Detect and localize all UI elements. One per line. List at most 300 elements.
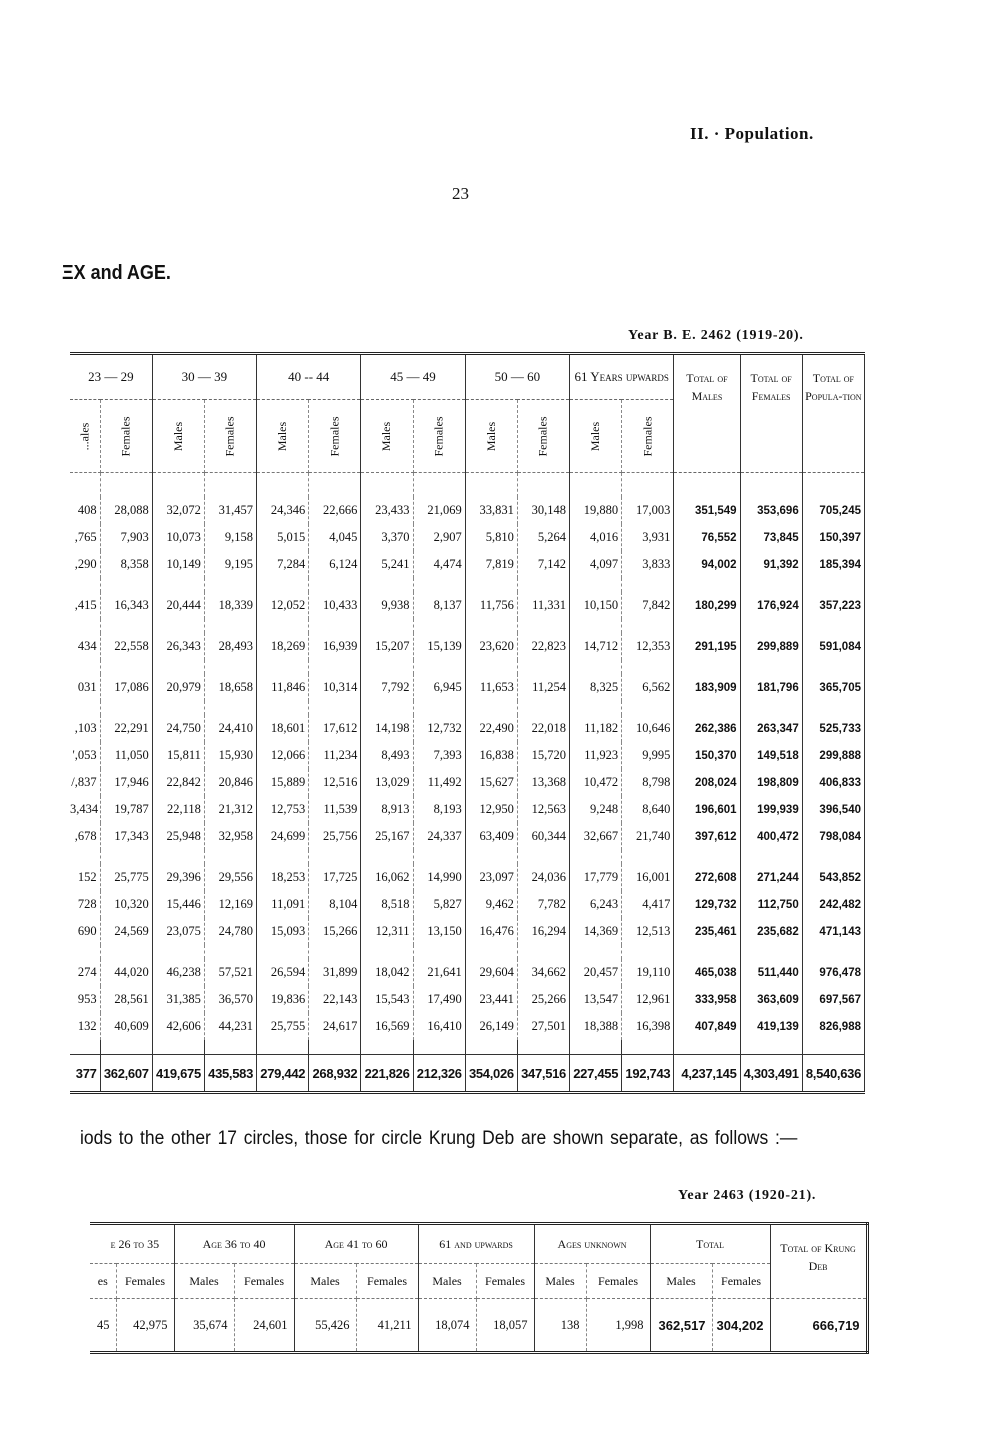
table-row [70,796,865,823]
table-cell: 11,492 [413,769,465,796]
spacer-cell [152,945,204,959]
spacer-cell [100,945,152,959]
table-cell: 15,207 [361,633,413,660]
total-cell: 221,826 [361,1055,413,1093]
sub-header-label: Females [118,416,133,456]
sub-header [100,400,152,473]
spacer-cell [570,850,622,864]
table-cell: 8,325 [570,674,622,701]
spacer-cell [802,660,864,674]
table-cell: 12,961 [622,986,674,1013]
table-cell: 24,750 [152,715,204,742]
table-cell: 18,601 [257,715,309,742]
sub-header-row [90,1264,867,1299]
table-cell: 16,838 [465,742,517,769]
row-spacer [70,619,865,633]
table-cell: 5,810 [465,524,517,551]
sub-header: Females [116,1264,174,1299]
table-cell: 20,979 [152,674,204,701]
table-cell: 176,924 [740,592,802,619]
table-cell: 4,016 [570,524,622,551]
table-cell: 1,998 [586,1299,650,1353]
table-cell: 396,540 [802,796,864,823]
spacer-cell [740,701,802,715]
total-females-header: Total of Females [740,354,802,473]
table-cell: 12,516 [309,769,361,796]
table-cell: 953 [70,986,100,1013]
table-cell: 2,907 [413,524,465,551]
table-cell: 183,909 [674,674,740,701]
spacer-cell [257,701,309,715]
table-cell: 9,248 [570,796,622,823]
spacer-cell [70,619,100,633]
year-label-1920: Year 2463 (1920-21). [678,1188,817,1203]
spacer-cell [309,850,361,864]
table-row [70,592,865,619]
sub-header: Males [174,1264,234,1299]
spacer-cell [517,945,569,959]
table-cell: 12,563 [517,796,569,823]
table-cell: 16,939 [309,633,361,660]
spacer-cell [570,473,622,498]
table-cell: 40,609 [100,1013,152,1040]
spacer-cell [309,1040,361,1055]
spacer-cell [413,578,465,592]
group-header: Age 36 to 40 [174,1224,294,1264]
group-header: 61 Years upwards [570,354,674,400]
table-row [70,551,865,578]
row-spacer [70,473,865,498]
table-cell: 400,472 [740,823,802,850]
spacer-cell [309,473,361,498]
spacer-cell [465,578,517,592]
table-cell: 22,558 [100,633,152,660]
table-cell: 17,086 [100,674,152,701]
year-label-1919: Year B. E. 2462 (1919-20). [628,328,804,343]
table-cell: 408 [70,497,100,524]
spacer-cell [802,1040,864,1055]
spacer-cell [70,1040,100,1055]
table-cell: 17,490 [413,986,465,1013]
sub-header-label: Females [327,416,342,456]
total-population-header: Total of Popula-tion [802,354,864,473]
table-cell: 17,003 [622,497,674,524]
sub-header [622,400,674,473]
table-cell: 15,139 [413,633,465,660]
sub-header [465,400,517,473]
table-cell: 728 [70,891,100,918]
spacer-cell [100,660,152,674]
table-cell: 12,066 [257,742,309,769]
group-header: ɜe 26 to 35 [90,1224,174,1264]
sub-header-label: Males [483,421,498,451]
table-cell: 419,139 [740,1013,802,1040]
spacer-cell [740,1040,802,1055]
spacer-cell [465,1040,517,1055]
spacer-cell [802,578,864,592]
table-cell: 63,409 [465,823,517,850]
table-cell: 031 [70,674,100,701]
table-cell: 13,150 [413,918,465,945]
sub-header: Females [356,1264,418,1299]
table-cell: 18,253 [257,864,309,891]
total-cell: 347,516 [517,1055,569,1093]
table-cell: 41,211 [356,1299,418,1353]
table-cell: 365,705 [802,674,864,701]
table-cell: 22,666 [309,497,361,524]
table-cell: 21,069 [413,497,465,524]
table-cell: 5,264 [517,524,569,551]
table-cell: 24,601 [234,1299,294,1353]
table-cell: 3,931 [622,524,674,551]
spacer-cell [413,945,465,959]
table-cell: 32,072 [152,497,204,524]
table-cell: 91,392 [740,551,802,578]
table-cell: 357,223 [802,592,864,619]
table-cell: 32,958 [204,823,256,850]
table-cell: 4,045 [309,524,361,551]
table-cell: 22,118 [152,796,204,823]
table-cell: 6,243 [570,891,622,918]
table-cell: 406,833 [802,769,864,796]
table-cell: 11,846 [257,674,309,701]
spacer-cell [70,945,100,959]
spacer-cell [465,701,517,715]
table-row [70,959,865,986]
spacer-cell [257,473,309,498]
table-cell: 196,601 [674,796,740,823]
table-row [90,1299,867,1353]
table-cell: 24,410 [204,715,256,742]
spacer-cell [70,578,100,592]
table-cell: 26,149 [465,1013,517,1040]
explanatory-sentence: iods to the other 17 circles, those for circle Krung Deb are shown separate, as follows :— [80,1128,798,1149]
table-cell: 15,930 [204,742,256,769]
spacer-cell [257,850,309,864]
spacer-cell [152,850,204,864]
spacer-cell [674,1040,740,1055]
group-header-row [90,1224,867,1264]
table-cell: 4,474 [413,551,465,578]
table-cell: 16,294 [517,918,569,945]
table-cell: 27,501 [517,1013,569,1040]
table-cell: 181,796 [740,674,802,701]
table-cell: 28,088 [100,497,152,524]
table-cell: 60,344 [517,823,569,850]
table-cell: 22,291 [100,715,152,742]
spacer-cell [152,660,204,674]
spacer-cell [622,701,674,715]
sub-header [257,400,309,473]
table-cell: 24,780 [204,918,256,945]
spacer-cell [361,701,413,715]
table-cell: 8,104 [309,891,361,918]
table-cell: ,290 [70,551,100,578]
total-cell: 4,303,491 [740,1055,802,1093]
table-cell: 10,149 [152,551,204,578]
group-header: 40 -- 44 [257,354,361,400]
table-cell: 45 [90,1299,116,1353]
spacer-cell [361,619,413,633]
table-cell: 7,782 [517,891,569,918]
spacer-cell [622,473,674,498]
table-cell: 18,042 [361,959,413,986]
spacer-cell [674,619,740,633]
table-cell: 12,052 [257,592,309,619]
table-cell: 17,779 [570,864,622,891]
table-cell: 18,057 [476,1299,534,1353]
table-row [70,674,865,701]
table-cell: 19,836 [257,986,309,1013]
table-cell: 690 [70,918,100,945]
table-cell: 29,556 [204,864,256,891]
table-cell: 15,720 [517,742,569,769]
table-cell: 3,370 [361,524,413,551]
spacer-cell [517,1040,569,1055]
table-cell: 25,167 [361,823,413,850]
sub-header-label: Females [535,416,550,456]
table-cell: 23,097 [465,864,517,891]
table-cell: 11,539 [309,796,361,823]
table-cell: 208,024 [674,769,740,796]
table-cell: 25,775 [100,864,152,891]
table-cell: 666,719 [770,1299,867,1353]
total-cell: 279,442 [257,1055,309,1093]
table-cell: 25,756 [309,823,361,850]
spacer-cell [204,660,256,674]
spacer-cell [100,619,152,633]
table-cell: 5,827 [413,891,465,918]
row-spacer [70,701,865,715]
spacer-cell [622,578,674,592]
sub-header: Males [418,1264,476,1299]
table-row [70,524,865,551]
table-cell: 152 [70,864,100,891]
table-cell: 262,386 [674,715,740,742]
spacer-cell [465,619,517,633]
spacer-cell [70,701,100,715]
total-cell: 435,583 [204,1055,256,1093]
table-cell: 591,084 [802,633,864,660]
spacer-cell [309,660,361,674]
table-cell: 363,609 [740,986,802,1013]
sub-header [517,400,569,473]
table-cell: 12,950 [465,796,517,823]
spacer-cell [257,945,309,959]
table-cell: 543,852 [802,864,864,891]
table-cell: 132 [70,1013,100,1040]
table-cell: 25,948 [152,823,204,850]
table-cell: 4,097 [570,551,622,578]
sub-header [570,400,622,473]
table-cell: 353,696 [740,497,802,524]
table-cell: 351,549 [674,497,740,524]
sub-header-label: Females [222,416,237,456]
table-cell: 23,433 [361,497,413,524]
spacer-cell [70,473,100,498]
table-cell: 9,938 [361,592,413,619]
table-cell: 465,038 [674,959,740,986]
spacer-cell [740,850,802,864]
total-cell: 419,675 [152,1055,204,1093]
table-cell: 36,570 [204,986,256,1013]
table-cell: 7,903 [100,524,152,551]
spacer-cell [204,619,256,633]
table-cell: 8,913 [361,796,413,823]
sub-header-label: Males [170,421,185,451]
table-cell: 76,552 [674,524,740,551]
sub-header [413,400,465,473]
sub-header-label: ...ales [77,422,92,450]
table-cell: 29,396 [152,864,204,891]
spacer-cell [570,1040,622,1055]
table-cell: 149,518 [740,742,802,769]
table-cell: 34,662 [517,959,569,986]
table-cell: 26,343 [152,633,204,660]
table-cell: ,415 [70,592,100,619]
spacer-cell [674,660,740,674]
table-cell: 304,202 [712,1299,770,1353]
table-cell: 8,358 [100,551,152,578]
spacer-cell [622,619,674,633]
spacer-cell [517,619,569,633]
table-cell: 15,093 [257,918,309,945]
spacer-cell [309,701,361,715]
table-cell: 16,062 [361,864,413,891]
table-cell: 20,444 [152,592,204,619]
grand-total-row [70,1055,865,1093]
sub-header [309,400,361,473]
group-header-row [70,354,865,400]
spacer-cell [674,701,740,715]
table-cell: 150,397 [802,524,864,551]
row-spacer [70,850,865,864]
spacer-cell [622,945,674,959]
spacer-cell [413,619,465,633]
table-cell: 7,284 [257,551,309,578]
table-cell: 7,393 [413,742,465,769]
spacer-cell [517,473,569,498]
table-cell: 362,517 [650,1299,712,1353]
spacer-cell [257,660,309,674]
table-cell: 198,809 [740,769,802,796]
table-cell: 333,958 [674,986,740,1013]
table-cell: 16,476 [465,918,517,945]
sub-header: Males [650,1264,712,1299]
table-cell: 14,990 [413,864,465,891]
spacer-cell [465,945,517,959]
table-cell: 9,195 [204,551,256,578]
table-cell: 22,490 [465,715,517,742]
spacer-cell [570,578,622,592]
spacer-cell [152,619,204,633]
total-cell: 227,455 [570,1055,622,1093]
table-cell: 33,831 [465,497,517,524]
total-krung-deb-header: Total of Krung Deb [770,1224,867,1299]
spacer-cell [740,619,802,633]
spacer-cell [152,578,204,592]
table-cell: 12,353 [622,633,674,660]
table-cell: 21,312 [204,796,256,823]
table-cell: 24,569 [100,918,152,945]
table-cell: 12,513 [622,918,674,945]
table-cell: 242,482 [802,891,864,918]
table-cell: 15,627 [465,769,517,796]
table-cell: ,765 [70,524,100,551]
table-cell: 976,478 [802,959,864,986]
total-cell: 212,326 [413,1055,465,1093]
table-cell: 6,124 [309,551,361,578]
row-spacer [70,1040,865,1055]
table-cell: 397,612 [674,823,740,850]
table-row [70,715,865,742]
table-cell: 11,331 [517,592,569,619]
spacer-cell [413,701,465,715]
table-cell: 10,150 [570,592,622,619]
spacer-cell [674,945,740,959]
spacer-cell [361,473,413,498]
table-cell: 9,995 [622,742,674,769]
table-cell: 697,567 [802,986,864,1013]
table-cell: 16,001 [622,864,674,891]
section-label: II. · Population. [690,124,814,143]
sub-header-label: Males [588,421,603,451]
table-cell: 10,646 [622,715,674,742]
table-cell: 7,819 [465,551,517,578]
sub-header-label: Males [275,421,290,451]
table-cell: 32,667 [570,823,622,850]
sub-header: Females [234,1264,294,1299]
table-cell: 5,241 [361,551,413,578]
table-cell: 271,244 [740,864,802,891]
table-cell: 73,845 [740,524,802,551]
table-cell: 16,569 [361,1013,413,1040]
table-cell: 9,158 [204,524,256,551]
table-cell: 16,398 [622,1013,674,1040]
spacer-cell [465,660,517,674]
sub-header [70,400,100,473]
table-cell: 31,899 [309,959,361,986]
table-cell: 263,347 [740,715,802,742]
population-age-table [70,352,865,1094]
sub-header: es [90,1264,116,1299]
spacer-cell [802,473,864,498]
spacer-cell [361,850,413,864]
table-cell: 30,148 [517,497,569,524]
total-cell: 8,540,636 [802,1055,864,1093]
spacer-cell [257,619,309,633]
table-cell: 7,142 [517,551,569,578]
spacer-cell [413,473,465,498]
spacer-cell [152,701,204,715]
table-cell: 17,946 [100,769,152,796]
spacer-cell [257,578,309,592]
spacer-cell [204,850,256,864]
spacer-cell [100,850,152,864]
table-cell: 16,410 [413,1013,465,1040]
table-cell: 5,015 [257,524,309,551]
table-cell: 9,462 [465,891,517,918]
table-row [70,891,865,918]
table-row [70,986,865,1013]
table-cell: 8,518 [361,891,413,918]
group-header: 23 — 29 [70,354,152,400]
table-cell: 10,433 [309,592,361,619]
table-cell: 15,446 [152,891,204,918]
spacer-cell [309,619,361,633]
table-cell: 24,346 [257,497,309,524]
total-cell: 354,026 [465,1055,517,1093]
